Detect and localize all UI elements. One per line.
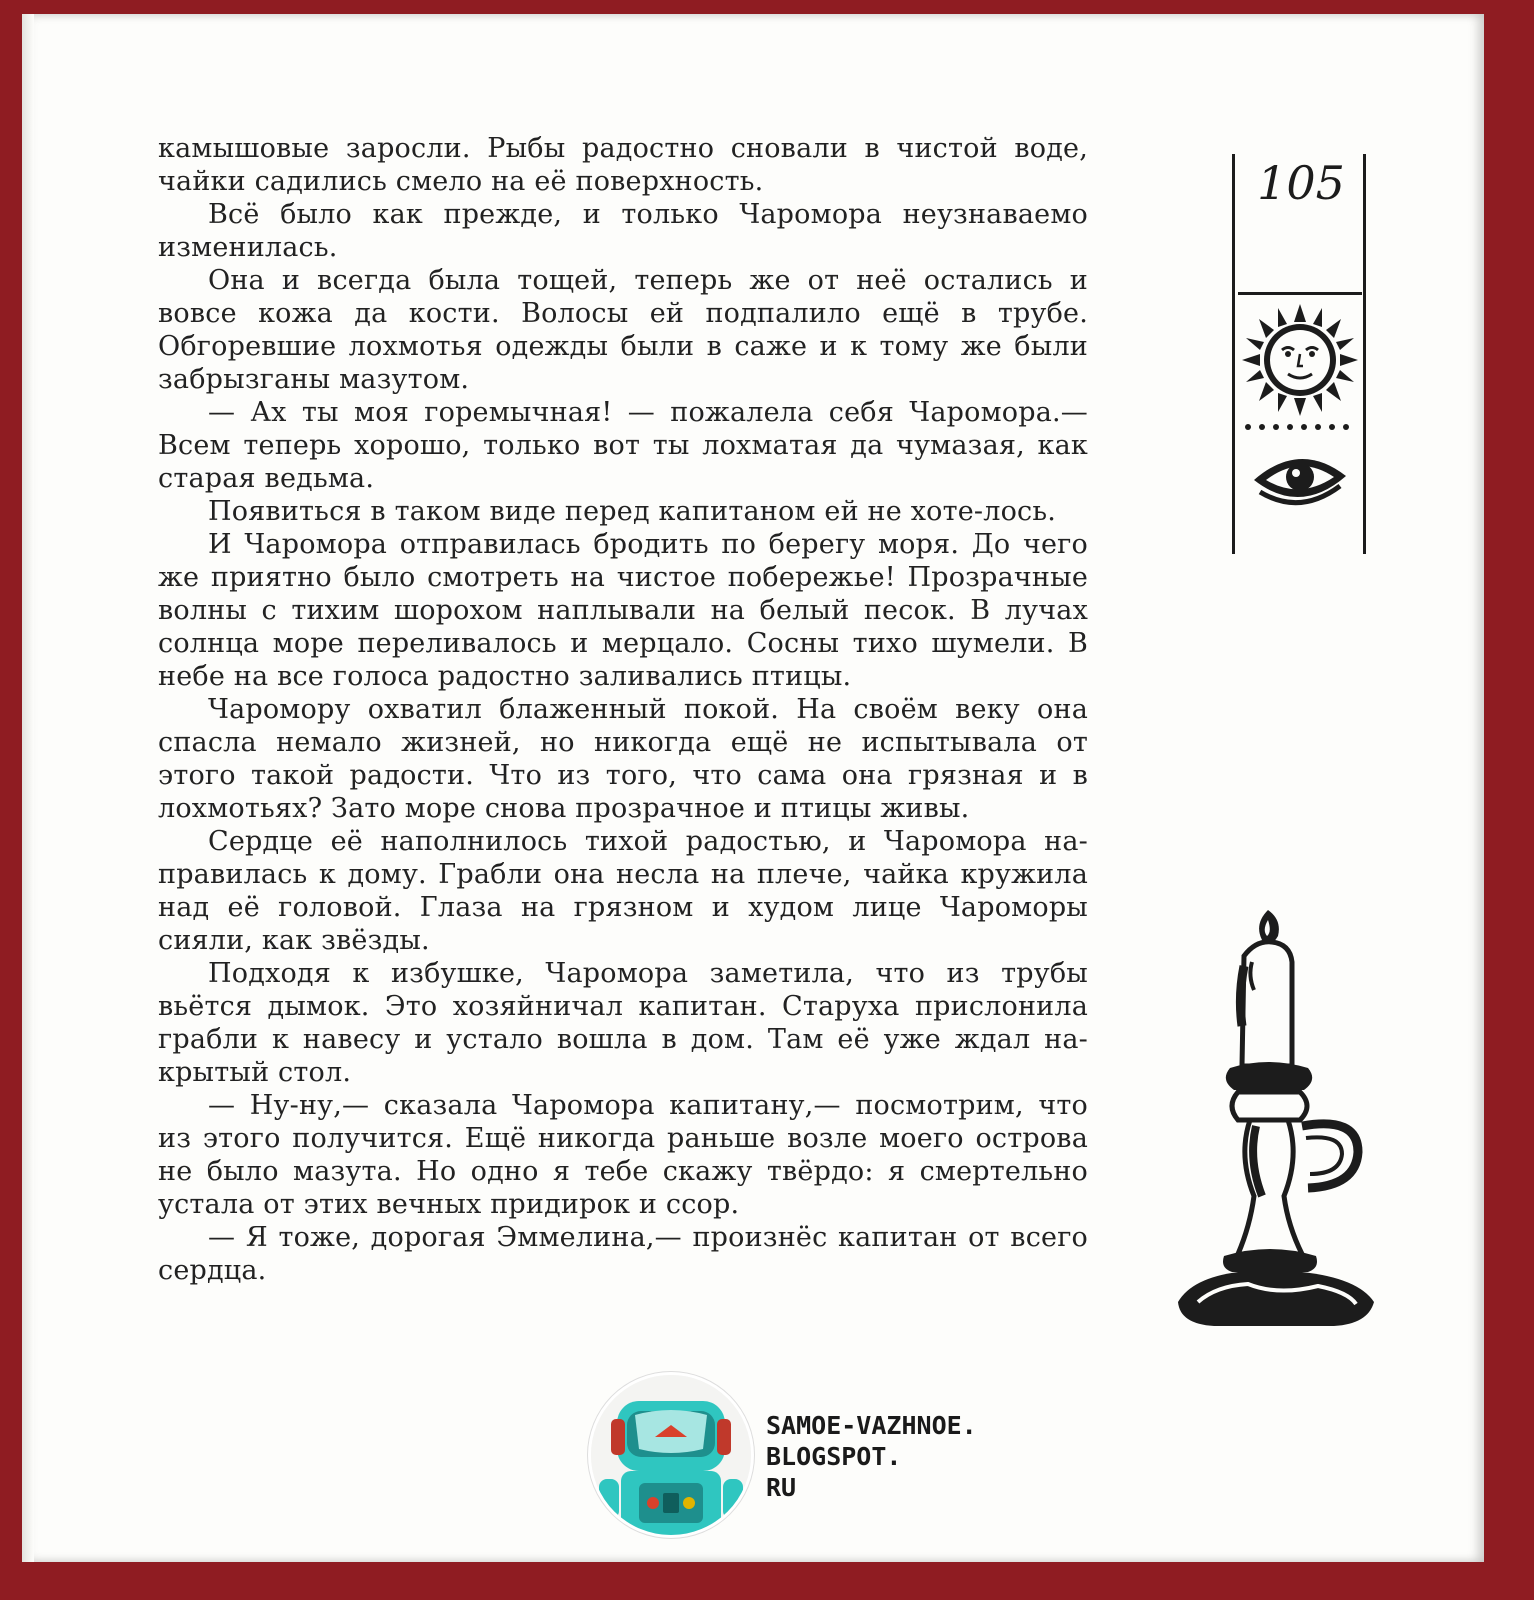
side-line xyxy=(1363,154,1366,554)
watermark-line: SAMOE-VAZHNOE. xyxy=(766,1411,977,1440)
book-page xyxy=(22,14,1484,1562)
body-text xyxy=(158,132,1088,1287)
paragraph: И Чаромора отправилась бродить по берегу моря. До чего же приятно было смотреть на чистое побережье! Прозрачные волны с тихим шорохом наплывали на белый песок. В лучах солнца море переливалось и мерцало. Сосны тихо шумели. В небе на все голоса радостно заливались птицы. xyxy=(158,529,1088,692)
watermark xyxy=(588,1372,1028,1532)
page-number: 105 xyxy=(1257,156,1345,210)
paragraph: Чаромору охватил блаженный покой. На своём веку она спасла немало жизней, но никогда ещё не испытывала от этого такой радости. Что из того, что сама она грязная и в лохмотьях? Зато море снова прозрачное и птицы живы. xyxy=(158,694,1088,824)
paragraph: — Ну-ну,— сказала Чаромора капитану,— посмотрим, что из этого получится. Ещё никогда раньше возле моего острова не было мазута. Но одно я тебе скажу твёрдо: я смертельно устала от этих вечных придирок и ссор. xyxy=(158,1090,1088,1220)
eye-icon xyxy=(1250,446,1350,510)
sun-face-icon xyxy=(1238,300,1362,420)
paragraph: камышовые заросли. Рыбы радостно сновали в чистой воде, чайки садились смело на её поверхность. xyxy=(158,133,1088,197)
page-gutter xyxy=(22,14,34,1562)
paragraph: Она и всегда была тощей, теперь же от неё остались и вовсе кожа да кости. Волосы ей подпалило ещё в трубе. Обгоревшие лохмотья одежды были в саже и к тому же были забрызганы мазутом. xyxy=(158,265,1088,395)
paragraph: — Ах ты моя горемычная! — пожалела себя Чаромора.— Всем теперь хорошо, только вот ты лохматая да чумазая, как старая ведьма. xyxy=(158,397,1088,494)
paragraph: — Я тоже, дорогая Эммелина,— произнёс капитан от всего сердца. xyxy=(158,1222,1088,1286)
paragraph: Подходя к избушке, Чаромора заметила, что из трубы вьётся дымок. Это хозяйничал капитан. Старуха прислонила грабли к навесу и устало вошла в дом. Там её уже ждал на-крытый стол. xyxy=(158,958,1088,1088)
candle-icon xyxy=(1168,906,1382,1332)
paragraph: Всё было как прежде, и только Чаромора неузнаваемо изменилась. xyxy=(158,199,1088,263)
dots-ornament xyxy=(1244,422,1356,432)
watermark-text xyxy=(766,1410,977,1503)
robot-icon xyxy=(591,1375,751,1535)
side-rule xyxy=(1238,292,1362,295)
watermark-logo xyxy=(588,1372,754,1538)
watermark-line: BLOGSPOT. xyxy=(766,1442,902,1471)
paragraph: Сердце её наполнилось тихой радостью, и Чаромора на-правилась к дому. Грабли она несла на плече, чайка кружила над её головой. Глаза на грязном и худом лице Чароморы сияли, как звёзды. xyxy=(158,826,1088,956)
watermark-line: RU xyxy=(766,1473,797,1502)
side-decoration xyxy=(1232,154,1368,554)
paragraph: Появиться в таком виде перед капитаном ей не хоте-лось. xyxy=(208,496,1057,527)
side-line xyxy=(1232,154,1235,554)
